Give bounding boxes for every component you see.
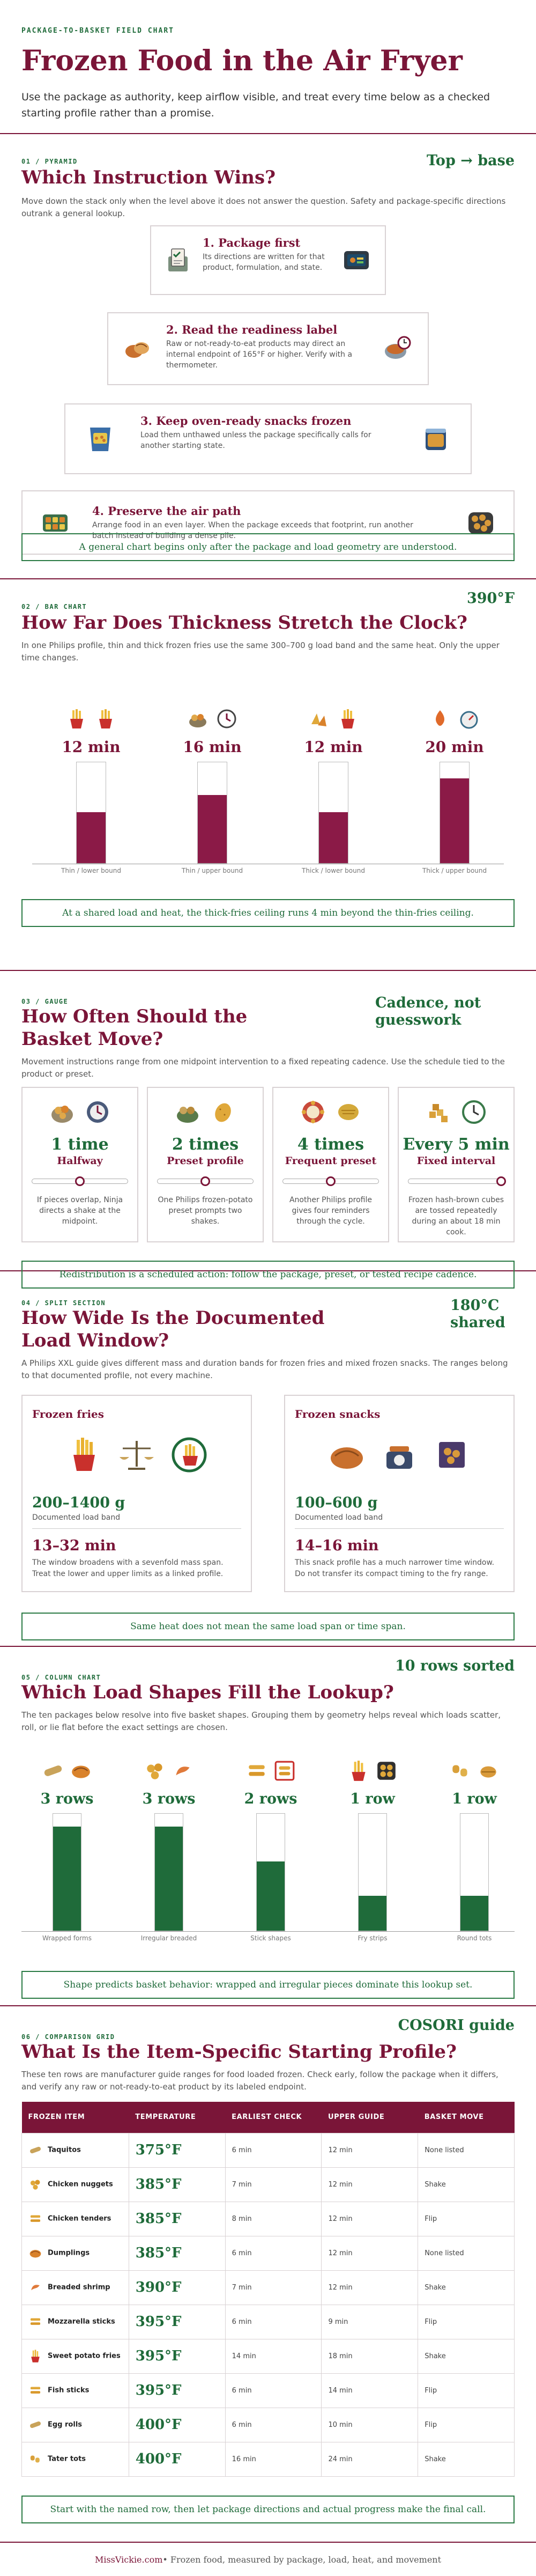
cell-item-label: Taquitos <box>48 2146 81 2154</box>
filled-basket-icon <box>466 508 495 537</box>
gauge-card-4-desc: Frozen hash-brown cubes are tossed repeatedly during an about 18 min cook. <box>408 1196 504 1237</box>
sweet-fries-icon <box>28 2349 42 2363</box>
table-title: What Is the Item-Specific Starting Profile? <box>21 2041 457 2063</box>
table-row <box>22 2167 515 2202</box>
table-row <box>22 2270 515 2305</box>
bar-chart <box>21 687 515 874</box>
bar-category-label: Thin / upper bound <box>181 867 243 874</box>
gauge-knob <box>496 1176 506 1186</box>
timer-dial-icon <box>84 1099 111 1125</box>
basket-shake-icon <box>49 1099 76 1125</box>
cell-item-label: Fish sticks <box>48 2386 90 2395</box>
cell-basket-move: None listed <box>418 2236 515 2270</box>
mozzarella-icon <box>28 2315 42 2329</box>
header-lede: Use the package as authority, keep airflow visible, and treat every time below as a checked starting profile rather than a promise. <box>21 91 490 119</box>
gauge-card-1-desc: If pieces overlap, Ninja directs a shake at the midpoint. <box>36 1196 123 1226</box>
cell-earliest-check: 6 min <box>225 2236 322 2270</box>
cell-temperature: 395°F <box>129 2373 225 2408</box>
split-card-fries <box>21 1395 252 1592</box>
cell-item <box>22 2339 129 2373</box>
gauge-desc: Movement instructions range from one midpoint intervention to a fixed repeating cadence. Use the schedule tied to the product or preset. <box>21 1057 505 1079</box>
pyramid-card-4-desc: Arrange food in an even layer. When the package exceeds that footprint, run another batch instead of building a dense pile. <box>92 521 413 540</box>
gauge-track-3 <box>282 1179 379 1184</box>
column-value-label: 1 row <box>452 1791 497 1807</box>
th-early: EARLIEST CHECK <box>225 2102 322 2133</box>
table-body <box>22 2133 515 2476</box>
cell-temperature: 400°F <box>129 2408 225 2442</box>
bowl-icon <box>375 1760 398 1782</box>
gauge-card-4 <box>398 1087 515 1242</box>
bar-frame <box>76 762 106 864</box>
split-card-fries-time: 13–32 min <box>32 1537 116 1554</box>
column-bar <box>359 1896 386 1931</box>
table-kicker: 06 / COMPARISON GRID <box>21 2033 115 2041</box>
bar-icons <box>285 708 382 730</box>
table-row <box>22 2202 515 2236</box>
bar-category-label: Thick / lower bound <box>302 867 365 874</box>
weighing-scale-icon <box>380 1436 419 1474</box>
bar-frame <box>318 762 348 864</box>
split-card-fries-mass: 200–1400 g <box>32 1495 125 1511</box>
cell-item-label: Egg rolls <box>48 2420 83 2429</box>
column-section <box>0 1647 536 2006</box>
basket-icon <box>187 708 209 730</box>
bar-category-label: Thin / lower bound <box>61 867 121 874</box>
cell-temperature: 390°F <box>129 2270 225 2305</box>
cell-basket-move: Shake <box>418 2442 515 2476</box>
cell-upper-guide: 12 min <box>322 2270 418 2305</box>
column-frame <box>53 1813 81 1931</box>
column-icons <box>434 1760 515 1782</box>
gauge-knob <box>326 1176 336 1186</box>
gauge-side-note: Cadence, not guesswork <box>375 995 481 1028</box>
cell-earliest-check: 8 min <box>225 2202 322 2236</box>
header-kicker: PACKAGE-TO-BASKET FIELD CHART <box>21 27 174 35</box>
cell-item-label: Chicken nuggets <box>48 2180 113 2189</box>
strips-icon <box>347 1760 370 1782</box>
pyramid-card-2-desc: Raw or not-ready-to-eat products may direct an internal endpoint of 165°F or higher. Verify with a thermometer. <box>166 340 353 370</box>
shrimp-icon <box>172 1760 194 1782</box>
cell-temperature: 375°F <box>129 2133 225 2167</box>
flame-icon <box>429 708 451 730</box>
gauge-kicker: 03 / GAUGE <box>21 998 69 1005</box>
column-category-label: Stick shapes <box>250 1934 291 1942</box>
fries-icon <box>65 1436 103 1474</box>
wedges-icon <box>308 708 330 730</box>
cell-earliest-check: 14 min <box>225 2339 322 2373</box>
cell-upper-guide: 14 min <box>322 2373 418 2408</box>
cell-item <box>22 2133 129 2167</box>
gauge-callout: Redistribution is a scheduled action: follow the package, preset, or tested recipe cadence. <box>21 1261 515 1289</box>
cell-upper-guide: 9 min <box>322 2305 418 2339</box>
pyramid-card-3 <box>64 403 472 474</box>
gauge-section <box>0 971 536 1280</box>
bar-frame <box>197 762 227 864</box>
cell-temperature: 395°F <box>129 2305 225 2339</box>
split-card-snacks-mass: 100–600 g <box>295 1495 378 1511</box>
column-desc: The ten packages below resolve into five basket shapes. Grouping them by geometry helps reveal which loads scatter, roll, or lie flat before the exact settings are chosen. <box>21 1710 501 1732</box>
cell-item-label: Sweet potato fries <box>48 2352 121 2360</box>
th-item: FROZEN ITEM <box>22 2102 129 2133</box>
split-side-note: 180°C shared <box>450 1297 505 1331</box>
cell-earliest-check: 16 min <box>225 2442 322 2476</box>
sticks-icon <box>245 1760 268 1782</box>
page-header <box>0 0 536 134</box>
split-card-fries-desc: The window broadens with a sevenfold mass span. Treat the lower and upper limits as a linked profile. <box>32 1558 224 1578</box>
cell-basket-move: Shake <box>418 2167 515 2202</box>
cell-temperature: 385°F <box>129 2202 225 2236</box>
bar-side-note: 390°F <box>466 590 515 607</box>
cell-basket-move: Flip <box>418 2202 515 2236</box>
interval-clock-icon <box>460 1099 487 1125</box>
pyramid-card-3-desc: Load them unthawed unless the package specifically calls for another starting state. <box>140 431 371 450</box>
column-kicker: 05 / COLUMN CHART <box>21 1674 101 1681</box>
bar-section <box>0 579 536 971</box>
bar-value-label: 12 min <box>304 738 363 756</box>
potato-icon <box>210 1099 236 1125</box>
bar <box>440 778 469 863</box>
pyramid-card-3-title: 3. Keep oven-ready snacks frozen <box>140 414 352 428</box>
column-value-label: 3 rows <box>142 1791 196 1807</box>
table-callout: Start with the named row, then let package directions and actual progress make the final call. <box>21 2496 515 2523</box>
split-card-snacks-desc: This snack profile has a much narrower time window. Do not transfer its compact timing to the fry range. <box>295 1558 495 1578</box>
column-frame <box>154 1813 183 1931</box>
cell-upper-guide: 24 min <box>322 2442 418 2476</box>
column-axis <box>21 1931 515 1932</box>
bar-value-label: 20 min <box>425 738 484 756</box>
split-kicker: 04 / SPLIT SECTION <box>21 1299 106 1307</box>
gauge-card-4-value: Every 5 min <box>403 1135 510 1154</box>
bar-icons <box>406 708 503 730</box>
column-category-label: Round tots <box>457 1934 492 1942</box>
table-row <box>22 2442 515 2476</box>
gauge-card-1-value: 1 time <box>51 1135 109 1154</box>
pyramid-side-note: Top → base <box>426 152 515 169</box>
pyramid-section <box>0 134 536 579</box>
gauge-card-2-label: Preset profile <box>167 1155 244 1167</box>
dumplings-icon <box>123 334 152 363</box>
column-icons <box>332 1760 413 1782</box>
column-icons <box>129 1760 209 1782</box>
gauge-card-4-label: Fixed interval <box>416 1155 496 1167</box>
cell-item <box>22 2305 129 2339</box>
pyramid-card-1-title: 1. Package first <box>203 236 301 249</box>
shrimp-icon <box>28 2280 42 2294</box>
cell-item <box>22 2442 129 2476</box>
pyramid-card-4-title: 4. Preserve the air path <box>92 504 241 518</box>
footer-text: • Frozen food, measured by package, load, heat, and movement <box>162 2554 442 2565</box>
split-card-snacks-head: Frozen snacks <box>295 1408 381 1421</box>
table-row <box>22 2236 515 2270</box>
bar-desc: In one Philips profile, thin and thick frozen fries use the same 300–700 g load band and the same heat. Only the upper time changes. <box>21 641 500 663</box>
cell-temperature: 400°F <box>129 2442 225 2476</box>
fries-icon <box>66 708 87 730</box>
bar-frame <box>440 762 470 864</box>
split-card-snacks-mass-sub: Documented load band <box>295 1513 504 1529</box>
cell-item-label: Dumplings <box>48 2249 90 2257</box>
table-row <box>22 2339 515 2373</box>
bar-icons <box>43 708 139 730</box>
column-frame <box>460 1813 489 1931</box>
split-card-fries-mass-sub: Documented load band <box>32 1513 241 1529</box>
gauge-card-3-value: 4 times <box>297 1135 364 1154</box>
tray-icon <box>41 508 70 537</box>
gauge-icon <box>458 708 480 730</box>
scale-icon <box>117 1436 156 1474</box>
dumpling-icon <box>28 2246 42 2260</box>
pyramid-card-1 <box>150 225 386 295</box>
checklist-package-icon <box>164 246 193 275</box>
cell-upper-guide: 10 min <box>322 2408 418 2442</box>
cell-item <box>22 2167 129 2202</box>
boxsticks-icon <box>273 1760 296 1782</box>
table-header-row <box>22 2102 515 2133</box>
table-side-note: COSORI guide <box>398 2017 515 2034</box>
gauge-card-1 <box>21 1087 138 1242</box>
table-section <box>0 2006 536 2543</box>
cell-item <box>22 2202 129 2236</box>
column-side-note: 10 rows sorted <box>394 1658 515 1674</box>
pie-snack-icon <box>327 1436 366 1474</box>
cell-temperature: 385°F <box>129 2236 225 2270</box>
gauge-card-3-desc: Another Philips profile gives four reminders through the cycle. <box>289 1196 373 1226</box>
column-frame <box>358 1813 387 1931</box>
split-card-snacks <box>284 1395 515 1592</box>
bar-callout: At a shared load and heat, the thick-fries ceiling runs 4 min beyond the thin-fries ceiling. <box>21 899 515 927</box>
gauge-card-2-value: 2 times <box>172 1135 239 1154</box>
air-fryer-screen-icon <box>342 246 371 275</box>
gauge-knob <box>75 1176 85 1186</box>
column-bar <box>460 1896 488 1931</box>
cell-item <box>22 2373 129 2408</box>
th-upper: UPPER GUIDE <box>322 2102 418 2133</box>
cell-item-label: Tater tots <box>48 2455 86 2463</box>
gauge-title: How Often Should the Basket Move? <box>21 1006 248 1050</box>
bar-icons <box>164 708 260 730</box>
split-card-fries-head: Frozen fries <box>32 1408 105 1421</box>
roll-icon <box>42 1760 64 1782</box>
cell-earliest-check: 7 min <box>225 2270 322 2305</box>
gauge-track-2 <box>157 1179 254 1184</box>
pyramid-card-2 <box>107 312 429 385</box>
cell-earliest-check: 6 min <box>225 2305 322 2339</box>
column-icons <box>230 1760 311 1782</box>
reminder-wheel-icon <box>300 1099 326 1125</box>
cell-basket-move: Flip <box>418 2408 515 2442</box>
cell-earliest-check: 7 min <box>225 2167 322 2202</box>
hash-brown-icon <box>335 1099 362 1125</box>
cell-item <box>22 2408 129 2442</box>
taquito-icon <box>28 2143 42 2157</box>
gauge-card-2-desc: One Philips frozen-potato preset prompts two shakes. <box>158 1196 253 1226</box>
basket-timer-icon <box>383 334 412 363</box>
table-desc: These ten rows are manufacturer guide ranges for food loaded frozen. Check early, follow the package when it differs, and verify any raw or not-ready-to-eat product by its labeled endpoint. <box>21 2070 498 2092</box>
nuggets-icon <box>144 1760 166 1782</box>
column-icons <box>27 1760 107 1782</box>
hash-brown-cubes-icon <box>425 1099 452 1125</box>
tater-tot-icon <box>28 2452 42 2466</box>
comparison-grid <box>21 2102 515 2477</box>
clock-icon <box>216 708 237 730</box>
snack-box-icon <box>433 1436 471 1474</box>
fries-icon <box>337 708 359 730</box>
gauge-card-3 <box>272 1087 389 1242</box>
pyramid-title: Which Instruction Wins? <box>21 167 276 188</box>
gauge-cards <box>21 1087 515 1242</box>
split-callout: Same heat does not mean the same load span or time span. <box>21 1613 515 1640</box>
bar-title: How Far Does Thickness Stretch the Clock? <box>21 612 467 634</box>
cell-item-label: Chicken tenders <box>48 2214 111 2223</box>
gauge-track-1 <box>32 1179 128 1184</box>
cell-earliest-check: 6 min <box>225 2373 322 2408</box>
bar <box>77 812 106 863</box>
column-title: Which Load Shapes Fill the Lookup? <box>21 1682 394 1703</box>
frozen-bag-icon <box>86 424 115 453</box>
cell-temperature: 385°F <box>129 2167 225 2202</box>
cell-item <box>22 2270 129 2305</box>
tots-icon <box>449 1760 472 1782</box>
bar-category-label: Thick / upper bound <box>422 867 487 874</box>
pyramid-kicker: 01 / PYRAMID <box>21 158 78 165</box>
fries-icon <box>95 708 116 730</box>
page-title: Frozen Food in the Air Fryer <box>21 45 463 77</box>
pyramid-card-2-title: 2. Read the readiness label <box>166 323 338 336</box>
column-value-label: 3 rows <box>40 1791 94 1807</box>
cell-basket-move: Shake <box>418 2339 515 2373</box>
cell-upper-guide: 18 min <box>322 2339 418 2373</box>
bar <box>319 812 348 863</box>
gauge-card-3-label: Frequent preset <box>285 1155 377 1167</box>
gauge-knob <box>200 1176 210 1186</box>
pastry-icon <box>70 1760 92 1782</box>
bar <box>198 795 227 863</box>
cell-basket-move: Flip <box>418 2373 515 2408</box>
column-category-label: Irregular breaded <box>140 1934 197 1942</box>
fish-stick-icon <box>28 2383 42 2397</box>
cell-item <box>22 2236 129 2270</box>
cell-temperature: 395°F <box>129 2339 225 2373</box>
table-row <box>22 2373 515 2408</box>
split-section <box>0 1271 536 1647</box>
column-bar <box>257 1861 285 1931</box>
page-footer <box>0 2543 536 2576</box>
bar-kicker: 02 / BAR CHART <box>21 603 87 610</box>
nugget-icon <box>28 2177 42 2191</box>
table-row <box>22 2305 515 2339</box>
footer-brand[interactable]: MissVickie.com <box>94 2554 163 2565</box>
pyramid-card-1-desc: Its directions are written for that product, formulation, and state. <box>203 253 325 272</box>
column-callout: Shape predicts basket behavior: wrapped and irregular pieces dominate this lookup set. <box>21 1971 515 1999</box>
tender-icon <box>28 2212 42 2226</box>
cell-item-label: Mozzarella sticks <box>48 2317 115 2326</box>
gauge-track-4 <box>408 1179 504 1184</box>
gauge-card-1-label: Halfway <box>57 1155 103 1167</box>
th-temp: TEMPERATURE <box>129 2102 225 2133</box>
cell-upper-guide: 12 min <box>322 2236 418 2270</box>
column-frame <box>256 1813 285 1931</box>
tater-icon <box>477 1760 500 1782</box>
pyramid-desc: Move down the stack only when the level above it does not answer the question. Safety and package-specific directions outrank a general lookup. <box>21 196 506 218</box>
cell-upper-guide: 12 min <box>322 2167 418 2202</box>
split-card-snacks-time: 14–16 min <box>295 1537 379 1554</box>
gauge-card-2 <box>147 1087 264 1242</box>
column-category-label: Wrapped forms <box>42 1934 92 1942</box>
bar-value-label: 16 min <box>183 738 242 756</box>
split-title: How Wide Is the Documented Load Window? <box>21 1307 325 1351</box>
bar-value-label: 12 min <box>62 738 121 756</box>
cell-basket-move: None listed <box>418 2133 515 2167</box>
table-row <box>22 2133 515 2167</box>
split-cards <box>21 1395 515 1592</box>
split-desc: A Philips XXL guide gives different mass and duration bands for frozen fries and mixed frozen snacks. The ranges belong to that documented profile, not every machine. <box>21 1358 508 1380</box>
comparison-table <box>21 2102 515 2477</box>
cell-basket-move: Shake <box>418 2270 515 2305</box>
cell-upper-guide: 12 min <box>322 2202 418 2236</box>
column-value-label: 2 rows <box>244 1791 297 1807</box>
column-value-label: 1 row <box>350 1791 395 1807</box>
cell-earliest-check: 6 min <box>225 2408 322 2442</box>
column-bar <box>53 1827 81 1931</box>
potato-basket-icon <box>174 1099 201 1125</box>
table-row <box>22 2408 515 2442</box>
th-move: BASKET MOVE <box>418 2102 515 2133</box>
column-category-label: Fry strips <box>358 1934 388 1942</box>
frozen-container-icon <box>421 424 450 453</box>
fries-ring-icon <box>170 1436 209 1474</box>
pyramid-callout: A general chart begins only after the package and load geometry are understood. <box>21 533 515 561</box>
column-chart <box>21 1749 515 1947</box>
egg-roll-icon <box>28 2418 42 2432</box>
cell-item-label: Breaded shrimp <box>48 2283 110 2292</box>
cell-upper-guide: 12 min <box>322 2133 418 2167</box>
column-bar <box>155 1827 183 1931</box>
cell-earliest-check: 6 min <box>225 2133 322 2167</box>
cell-basket-move: Flip <box>418 2305 515 2339</box>
